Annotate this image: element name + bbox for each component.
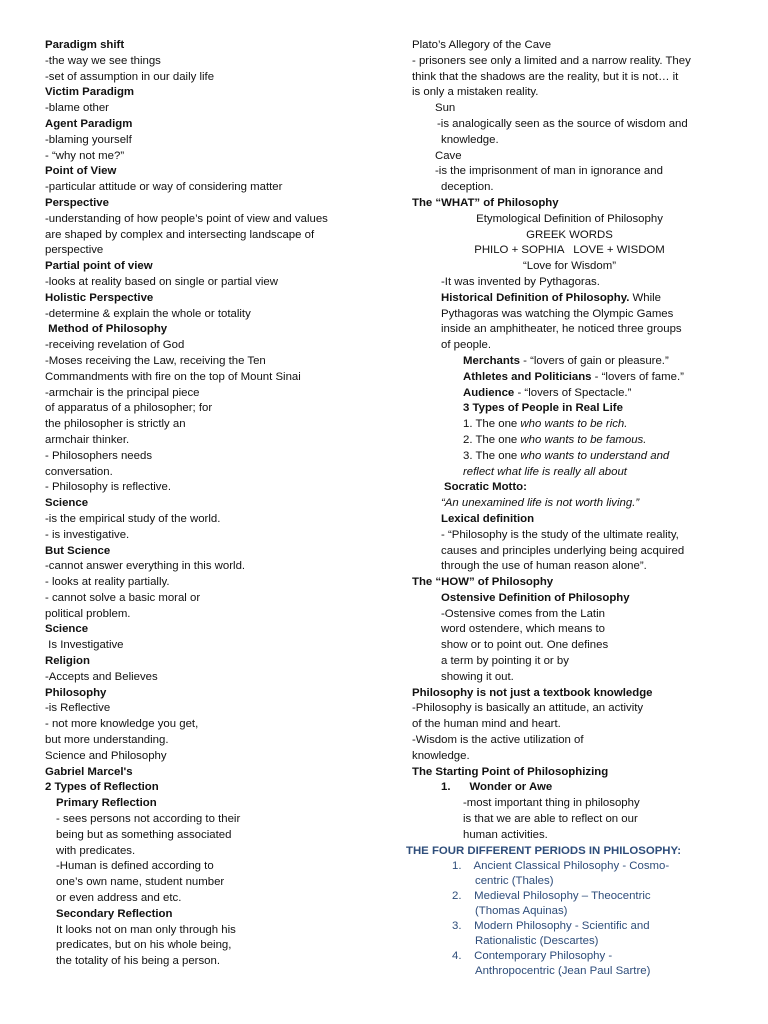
left-line: -Accepts and Believes <box>45 670 158 683</box>
right-line: 3. The one who wants to understand and <box>463 449 670 462</box>
left-line: -particular attitude or way of considering matter <box>45 181 283 194</box>
right-line: deception. <box>441 181 494 194</box>
left-line: or even address and etc. <box>56 892 182 905</box>
right-line: 3. Modern Philosophy - Scientific and <box>452 920 650 933</box>
left-line: but more understanding. <box>45 734 169 747</box>
left-line: the philosopher is strictly an <box>45 418 186 431</box>
left-line: -determine & explain the whole or totality <box>45 307 251 320</box>
left-line: one’s own name, student number <box>56 876 225 889</box>
right-line: a term by pointing it or by <box>441 655 569 668</box>
right-line: Ostensive Definition of Philosophy <box>441 591 630 604</box>
left-line: Primary Reflection <box>56 797 157 810</box>
right-line: of the human mind and heart. <box>412 718 561 731</box>
left-line: predicates, but on his whole being, <box>56 939 232 952</box>
right-line: knowledge. <box>441 133 499 146</box>
right-line: is only a mistaken reality. <box>412 86 539 99</box>
right-line: 1. Wonder or Awe <box>441 781 553 794</box>
left-line: -the way we see things <box>45 54 161 67</box>
right-line: inside an amphitheater, he noticed three groups <box>441 323 682 336</box>
right-line: Philosophy is not just a textbook knowledge <box>412 686 653 699</box>
right-line: - prisoners see only a limited and a narrow reality. They <box>412 54 691 67</box>
left-line: being but as something associated <box>56 828 232 841</box>
left-line: Is Investigative <box>45 639 124 652</box>
left-line: - cannot solve a basic moral or <box>45 591 201 604</box>
left-line: Secondary Reflection <box>56 907 173 920</box>
right-line: Pythagoras was watching the Olympic Games <box>441 307 674 320</box>
right-line: show or to point out. One defines <box>441 639 609 652</box>
left-line: Science and Philosophy <box>45 749 167 762</box>
left-line: Philosophy <box>45 686 107 699</box>
left-line: Victim Paradigm <box>45 86 135 99</box>
left-line: -blame other <box>45 102 109 115</box>
right-line: 1. Ancient Classical Philosophy - Cosmo- <box>452 860 670 873</box>
left-line: of apparatus of a philosopher; for <box>45 402 213 415</box>
right-line: PHILO + SOPHIA LOVE + WISDOM <box>474 244 665 257</box>
left-line: perspective <box>45 244 104 257</box>
left-line: Agent Paradigm <box>45 117 133 130</box>
right-line: Audience - “lovers of Spectacle.” <box>463 386 632 399</box>
left-line: with predicates. <box>56 844 136 857</box>
right-line: Athletes and Politicians - “lovers of fame.” <box>463 370 684 383</box>
left-line: - sees persons not according to their <box>56 813 241 826</box>
right-line: Merchants - “lovers of gain or pleasure.” <box>463 354 669 367</box>
left-line: the totality of his being a person. <box>56 955 221 968</box>
right-line: Historical Definition of Philosophy. While <box>441 291 662 304</box>
left-line: Commandments with fire on the top of Mount Sinai <box>45 370 301 383</box>
left-line: -is Reflective <box>45 702 111 715</box>
right-line: 2. The one who wants to be famous. <box>463 433 647 446</box>
right-line: showing it out. <box>441 670 514 683</box>
right-line: -It was invented by Pythagoras. <box>441 275 600 288</box>
right-line: word ostendere, which means to <box>441 623 605 636</box>
right-line: 3 Types of People in Real Life <box>463 402 623 415</box>
right-line: human activities. <box>463 828 548 841</box>
right-line: The “WHAT” of Philosophy <box>412 196 559 209</box>
left-line: -is the empirical study of the world. <box>45 512 221 525</box>
right-line: Anthropocentric (Jean Paul Sartre) <box>475 964 651 977</box>
right-line: “Love for Wisdom” <box>522 260 617 273</box>
right-line: 2. Medieval Philosophy – Theocentric <box>452 890 651 903</box>
right-line: -Ostensive comes from the Latin <box>441 607 605 620</box>
right-line: -is analogically seen as the source of wisdom and <box>437 117 688 130</box>
left-line: - not more knowledge you get, <box>45 718 199 731</box>
left-line: Gabriel Marcel's <box>45 765 133 778</box>
right-line: - “Philosophy is the study of the ultimate reality, <box>441 528 679 541</box>
right-line: -most important thing in philosophy <box>463 797 640 810</box>
left-line: -Human is defined according to <box>56 860 214 873</box>
left-column <box>45 38 375 970</box>
left-line: conversation. <box>45 465 113 478</box>
left-line: - Philosophers needs <box>45 449 153 462</box>
left-line: - is investigative. <box>45 528 130 541</box>
left-line: -looks at reality based on single or partial view <box>45 275 278 288</box>
left-line: Science <box>45 623 89 636</box>
right-line: “An unexamined life is not worth living.” <box>441 497 640 510</box>
left-line: are shaped by complex and intersecting landscape of <box>45 228 315 241</box>
left-line: Partial point of view <box>45 260 153 273</box>
left-line: Perspective <box>45 196 109 209</box>
right-line: through the use of human reason alone”. <box>441 560 647 573</box>
right-line: 4. Contemporary Philosophy - <box>452 949 613 962</box>
right-line: -Wisdom is the active utilization of <box>412 734 584 747</box>
right-line: Rationalistic (Descartes) <box>475 934 599 947</box>
right-line: Plato’s Allegory of the Cave <box>412 39 552 51</box>
right-line: -Philosophy is basically an attitude, an activity <box>412 702 644 715</box>
right-line: -is the imprisonment of man in ignorance and <box>435 165 663 178</box>
left-line: Holistic Perspective <box>45 291 154 304</box>
right-line: Socratic Motto: <box>444 481 527 494</box>
left-line: Religion <box>45 655 90 668</box>
left-line: It looks not on man only through his <box>56 923 236 936</box>
right-line: Cave <box>435 149 462 162</box>
left-line: - looks at reality partially. <box>45 576 170 589</box>
left-line: Science <box>45 497 89 510</box>
right-line: of people. <box>441 339 492 352</box>
right-line: The “HOW” of Philosophy <box>412 576 554 589</box>
right-line: Etymological Definition of Philosophy <box>476 212 663 225</box>
left-line: armchair thinker. <box>45 433 130 446</box>
left-line: -armchair is the principal piece <box>45 386 200 399</box>
left-line: -understanding of how people’s point of view and values <box>45 212 328 225</box>
left-line: -receiving revelation of God <box>45 339 185 352</box>
right-line: (Thomas Aquinas) <box>475 905 568 918</box>
left-line: political problem. <box>45 607 131 620</box>
right-line: think that the shadows are the reality, but it is not… it <box>412 70 679 83</box>
right-line: Sun <box>435 102 456 115</box>
left-line: Point of View <box>45 165 117 178</box>
left-line: -Moses receiving the Law, receiving the Ten <box>45 354 266 367</box>
left-line: -set of assumption in our daily life <box>45 70 215 83</box>
right-line: centric (Thales) <box>475 875 554 888</box>
left-line: - “why not me?” <box>45 149 125 162</box>
right-line: reflect what life is really all about <box>463 465 627 478</box>
right-line: The Starting Point of Philosophizing <box>412 765 609 778</box>
right-column <box>406 38 727 979</box>
left-line: 2 Types of Reflection <box>45 781 159 794</box>
left-line: -blaming yourself <box>45 133 132 146</box>
right-line: Lexical definition <box>441 512 535 525</box>
left-line: Method of Philosophy <box>45 323 168 336</box>
right-line: is that we are able to reflect on our <box>463 813 638 826</box>
left-line: -cannot answer everything in this world. <box>45 560 246 573</box>
right-line: knowledge. <box>412 749 470 762</box>
right-line: THE FOUR DIFFERENT PERIODS IN PHILOSOPHY: <box>406 844 682 857</box>
left-line: But Science <box>45 544 111 557</box>
right-line: causes and principles underlying being acquired <box>441 544 685 557</box>
left-line: - Philosophy is reflective. <box>45 481 171 494</box>
left-line: Paradigm shift <box>45 39 125 51</box>
right-line: GREEK WORDS <box>526 228 613 241</box>
right-line: 1. The one who wants to be rich. <box>463 418 628 431</box>
